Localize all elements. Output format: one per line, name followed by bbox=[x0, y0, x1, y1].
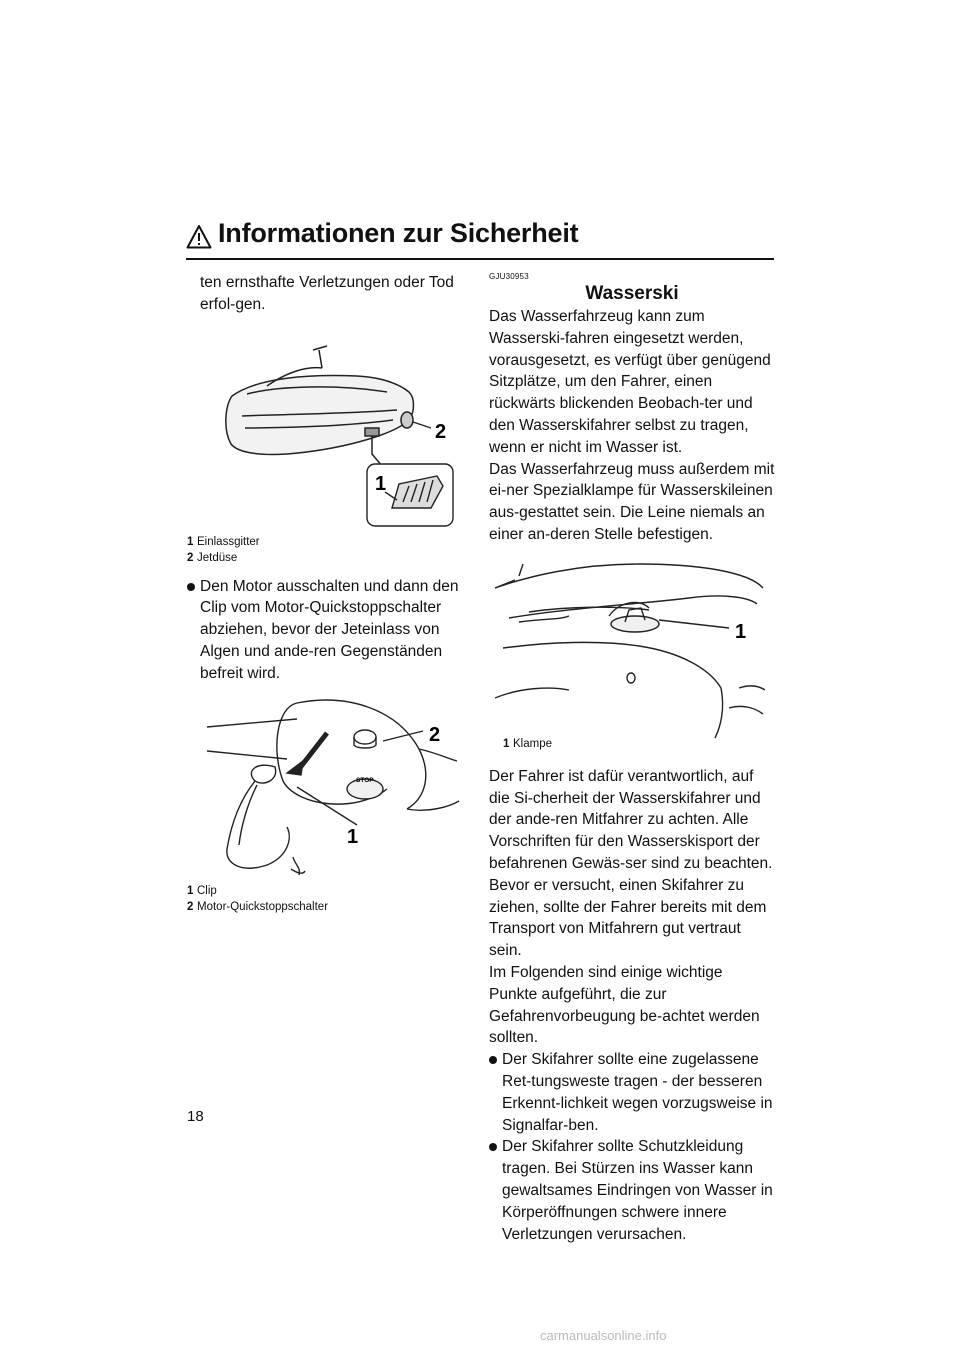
jet-intake-figure bbox=[187, 316, 467, 534]
figure2-legend bbox=[187, 883, 467, 915]
legend-item: 1 Clip bbox=[187, 884, 217, 897]
paragraph: Im Folgenden sind einige wichtige Punkte aufgeführt, die zur Gefahrenvorbeugung be-achtet werden sollten. bbox=[489, 963, 760, 1047]
right-column bbox=[489, 272, 775, 1245]
legend-item: 2 Motor-Quickstoppschalter bbox=[187, 900, 329, 913]
section-code: GJU30953 bbox=[489, 272, 529, 281]
bullet-item: Der Skifahrer sollte Schutzkleidung tragen. Bei Stürzen ins Wasser kann gewaltsames Eindringen von Wasser in Körperöffnungen schwere innere Verletzungen verursachen. bbox=[489, 1136, 775, 1245]
callout-2: 2 bbox=[429, 723, 441, 746]
callout-1: 1 bbox=[375, 472, 387, 495]
callout-1: 1 bbox=[347, 825, 359, 848]
paragraph: Bevor er versucht, einen Skifahrer zu ziehen, sollte der Fahrer bereits mit dem Transport von Mitfahrern gut vertraut sein. bbox=[489, 876, 767, 960]
figure3-legend bbox=[489, 736, 775, 752]
paragraph: Der Fahrer ist dafür verantwortlich, auf die Si-cherheit der Wasserskifahrer und der ande-ren Mitfahrer zu achten. Alle Vorschriften für den Wasserskisport der befahrenen Gewäs-ser sind zu beachten. bbox=[489, 767, 773, 872]
legend-item: 1 Einlassgitter bbox=[187, 535, 260, 548]
intro-text: ten ernsthafte Verletzungen oder Tod erfol-gen. bbox=[200, 274, 454, 313]
bullet-item: Der Skifahrer sollte eine zugelassene Ret-tungsweste tragen - der besseren Erkennt-lichkeit wegen vorzugsweise in Signalfar-ben. bbox=[489, 1049, 775, 1136]
page-number: 18 bbox=[187, 1108, 204, 1125]
paragraph: Das Wasserfahrzeug kann zum Wasserski-fahren eingesetzt werden, vorausgesetzt, es verfügt über genügend Sitzplätze, um den Fahrer, einen rückwärts blickenden Beobach-ter und den Wasserskifahrer selbst zu tragen, wenn er nicht im Wasser ist. bbox=[489, 308, 771, 456]
legend-item: 1 Klampe bbox=[503, 737, 552, 750]
bullet-icon bbox=[489, 1056, 497, 1064]
page-title: Informationen zur Sicherheit bbox=[218, 218, 579, 248]
bullet-item: Den Motor ausschalten und dann den Clip vom Motor-Quickstoppschalter abziehen, bevor der Jeteinlass von Algen und ande-ren Gegenständen befreit wird. bbox=[187, 576, 467, 685]
bullet-icon bbox=[489, 1143, 497, 1151]
quickstop-switch-figure bbox=[187, 689, 467, 883]
figure1-legend bbox=[187, 534, 467, 566]
footer-watermark: carmanualsonline.info bbox=[540, 1328, 667, 1343]
legend-item: 2 Jetdüse bbox=[187, 551, 238, 564]
bullet-icon bbox=[187, 583, 195, 591]
callout-1: 1 bbox=[735, 620, 747, 643]
callout-2: 2 bbox=[435, 420, 447, 443]
warning-triangle-icon bbox=[186, 224, 212, 250]
stop-label: STOP bbox=[356, 776, 374, 784]
ski-cleat-figure bbox=[489, 558, 769, 744]
page-header bbox=[186, 218, 774, 260]
left-column bbox=[187, 272, 467, 915]
paragraph: Das Wasserfahrzeug muss außerdem mit ei-ner Spezialklampe für Wasserskileinen aus-gestattet sein. Die Leine niemals an einer an-deren Stelle befestigen. bbox=[489, 460, 775, 543]
section-heading: Wasserski bbox=[585, 283, 679, 304]
